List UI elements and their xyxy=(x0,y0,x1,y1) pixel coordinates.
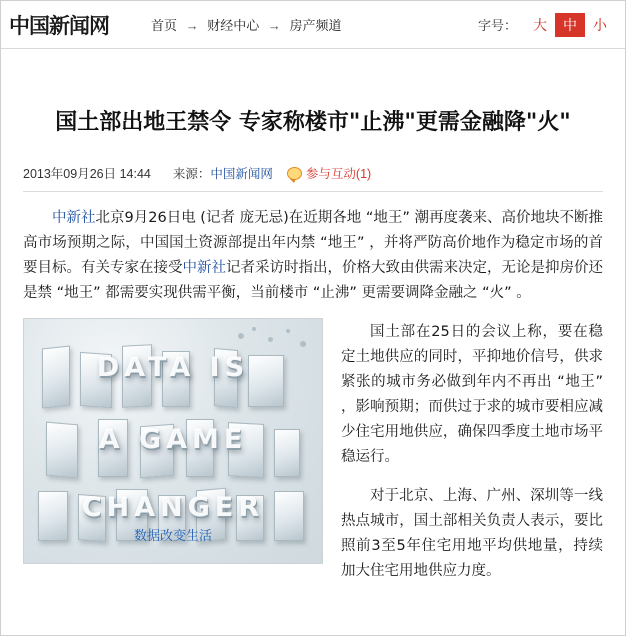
article-figure xyxy=(23,318,323,564)
breadcrumb-item-finance[interactable]: 财经中心 xyxy=(207,18,260,33)
figure-letters-line-2: A GAME xyxy=(98,424,248,455)
font-size-small[interactable]: 小 xyxy=(593,16,607,33)
paragraph-1-text-b: 记者采访时指出，价格大致由供需来决定，无论是抑房价还是禁 “地王” 都需要实现供需平衡，当前楼市 “止沸” 更需要调降金融之 “火” 。 xyxy=(23,260,603,301)
figure-letters-line-3: CHANGER xyxy=(81,492,265,523)
font-size-control xyxy=(478,13,625,37)
font-size-large[interactable]: 大 xyxy=(533,16,547,33)
source-link[interactable]: 中国新闻网 xyxy=(210,167,273,181)
site-logo[interactable]: 中国新闻网 xyxy=(9,12,109,38)
paragraph-1 xyxy=(23,206,603,306)
breadcrumb-item-home[interactable]: 首页 xyxy=(151,18,178,33)
figure-caption: 数据改变生活 xyxy=(133,529,212,544)
breadcrumb-separator: → xyxy=(267,18,281,33)
inline-link-source-2[interactable]: 中新社 xyxy=(182,260,226,276)
page-title: 国土部出地王禁令 专家称楼市"止沸"更需金融降"火" xyxy=(55,109,571,135)
breadcrumb-separator: → xyxy=(185,18,199,33)
breadcrumb-item-property[interactable]: 房产频道 xyxy=(289,18,342,33)
breadcrumb xyxy=(141,15,478,34)
paragraph-1-text-a: 北京9月26日电 (记者 庞无忌)在近期各地 “地王” 潮再度袭来、高价地块不断推高市场预期之际，中国国土资源部提出年内禁 “地王” ，并将严防高价地作为稳定市场的首要目标。有关专家在接受 xyxy=(23,210,604,276)
source-label: 来源： xyxy=(172,167,211,181)
font-size-label: 字号： xyxy=(477,18,517,33)
publish-date: 2013年09月26日 14:44 xyxy=(23,167,151,181)
paragraph-2: 国土部在25日的会议上称，要在稳定土地供应的同时，平抑地价信号，供求紧张的城市务必做到年内不再出 “地王” ，影响预期；而供过于求的城市要相应减少住宅用地供应，确保四季度土地市场平稳运行。 xyxy=(341,324,603,465)
comment-bubble-icon xyxy=(287,167,302,180)
article-body xyxy=(23,206,603,584)
figure-letters-line-1: DATA IS xyxy=(96,352,250,383)
source-block xyxy=(173,164,273,182)
site-header xyxy=(1,1,625,49)
article-content xyxy=(1,105,625,584)
paragraph-3: 对于北京、上海、广州、深圳等一线热点城市，国土部相关负责人表示，要比照前3至5年住宅用地平均供地量，持续加大住宅用地供应力度。 xyxy=(341,488,603,579)
interact-label: 参与互动(1) xyxy=(305,167,372,181)
interact-link[interactable] xyxy=(287,164,371,182)
article-meta xyxy=(23,164,603,192)
font-size-medium[interactable]: 中 xyxy=(555,13,585,37)
inline-link-source-1[interactable]: 中新社 xyxy=(52,210,96,226)
